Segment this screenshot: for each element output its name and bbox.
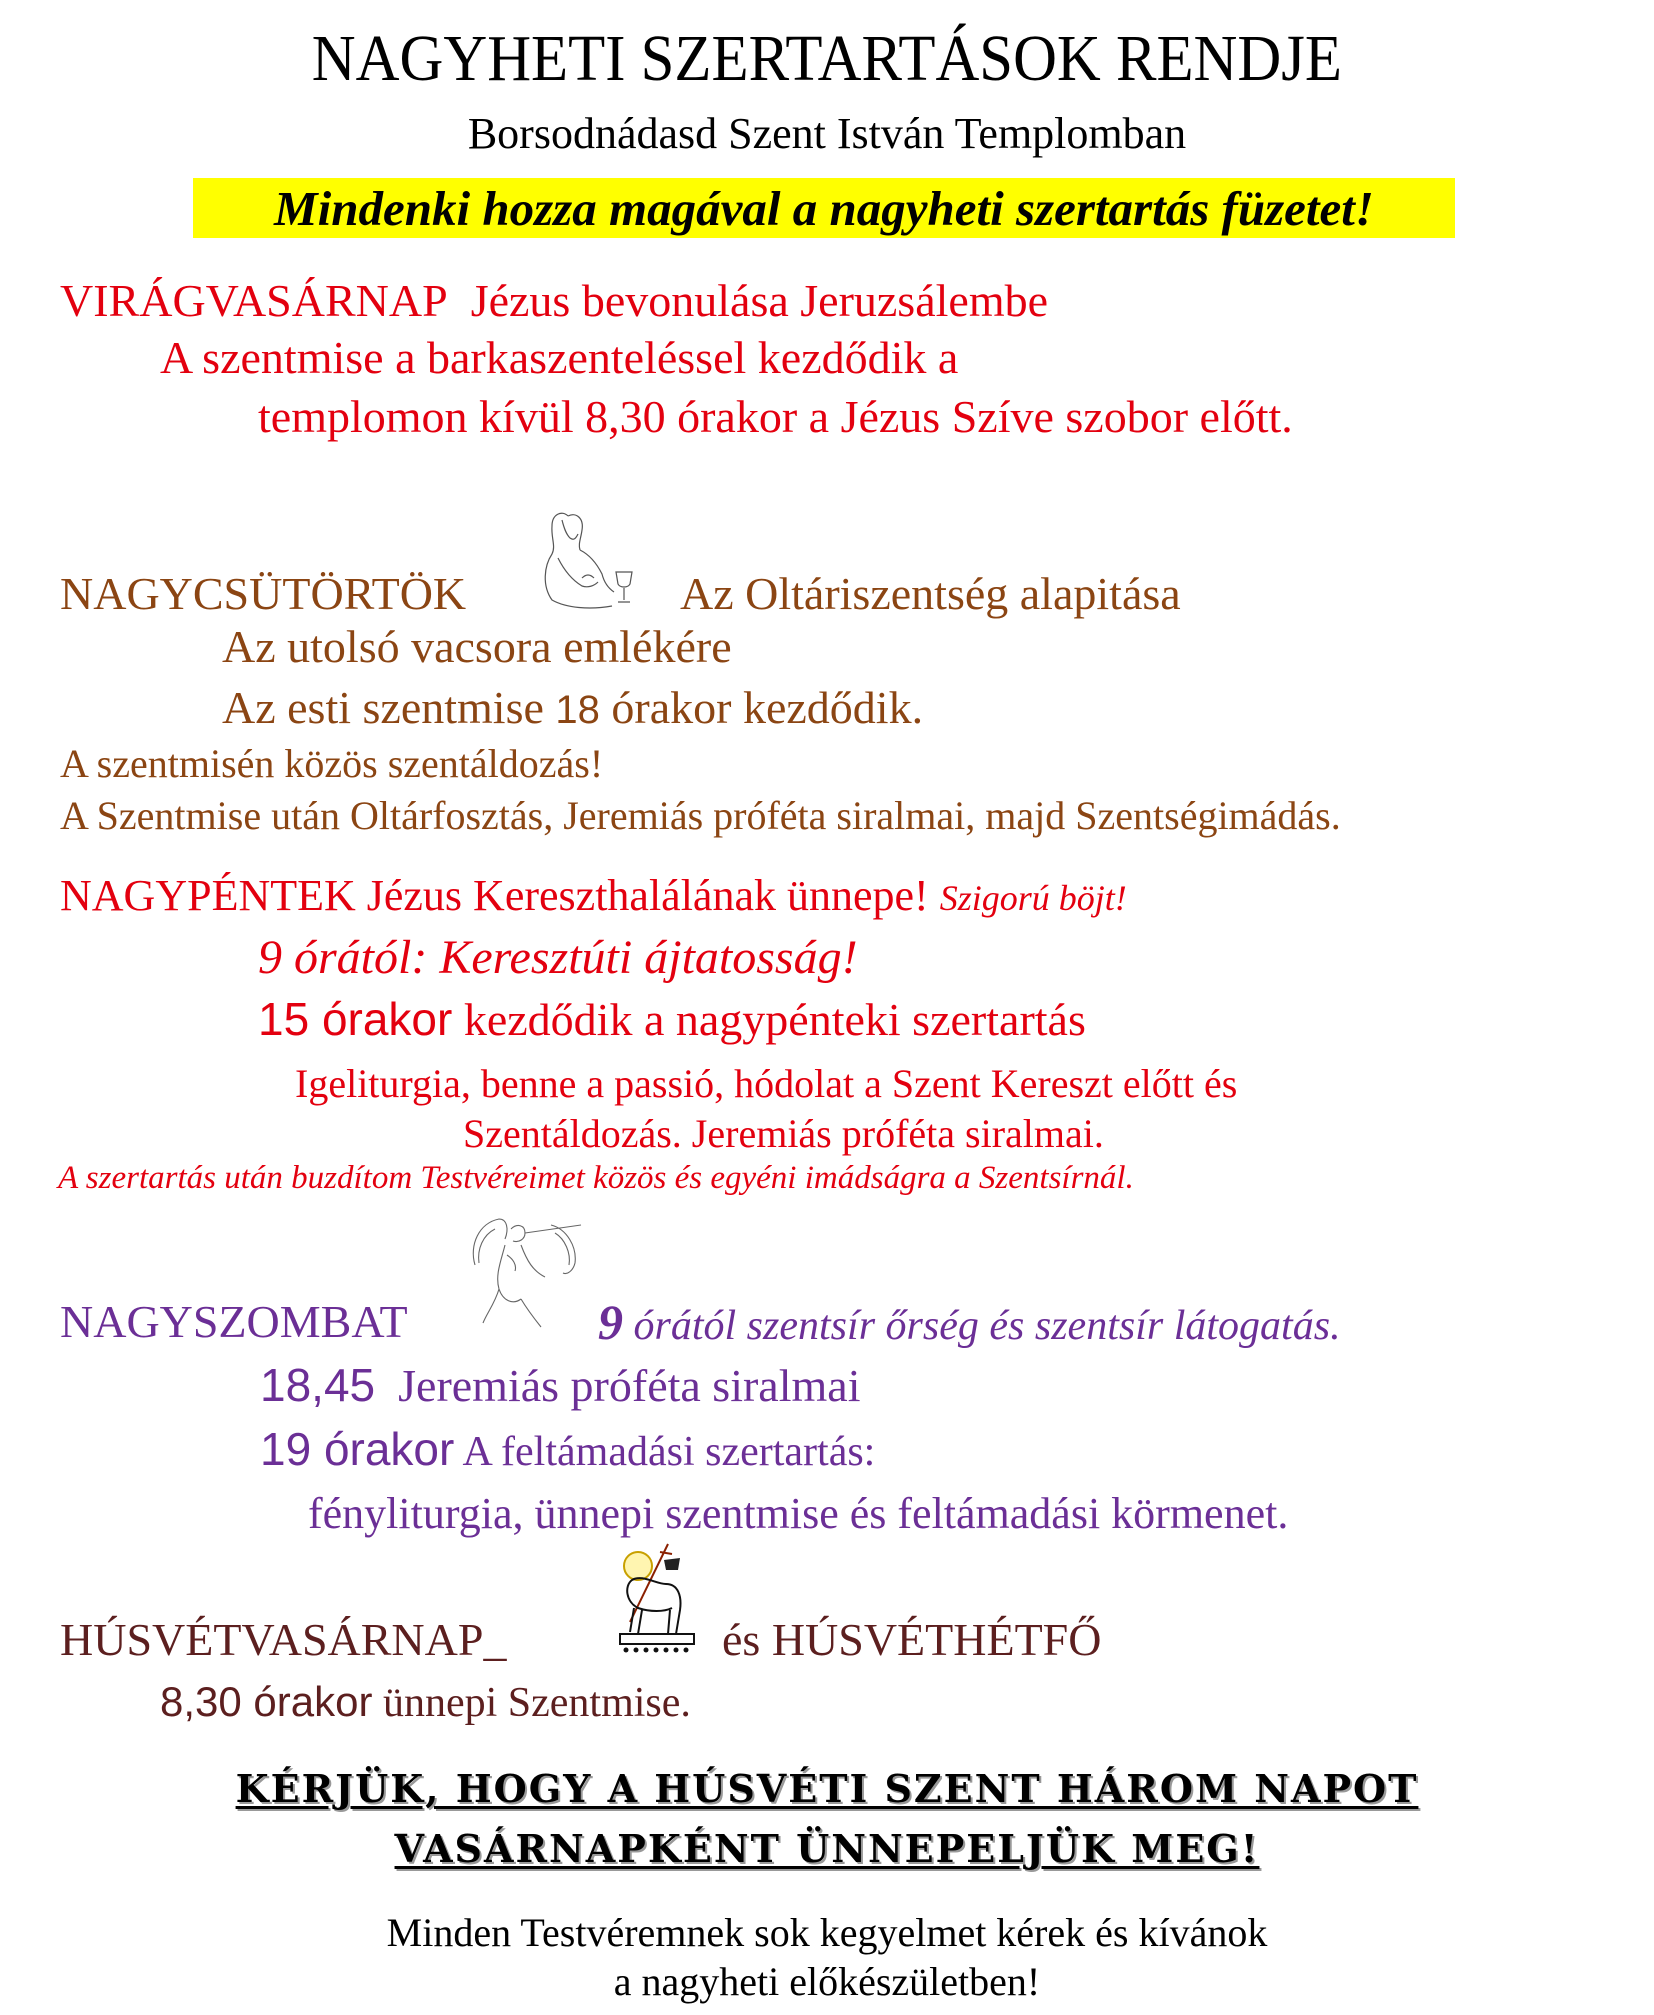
good-friday-title: NAGYPÉNTEK Jézus Kereszthalálának ünnepe!: [60, 871, 929, 920]
palm-sunday-subtitle: Jézus bevonulása Jeruzsálembe: [470, 275, 1049, 326]
appeal-line-2: VASÁRNAPKÉNT ÜNNEPELJÜK MEG!: [394, 1826, 1260, 1871]
mass-text: Az esti szentmise: [222, 682, 556, 733]
palm-sunday-heading: [60, 275, 1049, 326]
mass-time: 18: [555, 688, 600, 732]
vigil-line: [598, 1294, 1341, 1350]
page-subtitle: Borsodnádasd Szent István Templomban: [467, 109, 1187, 158]
mass-text-end: órakor kezdődik.: [599, 682, 924, 733]
lament-text: Jeremiás próféta siralmai: [375, 1360, 861, 1411]
rite-line: [260, 1423, 876, 1475]
vigil-time: 9: [598, 1294, 623, 1350]
wish-line-1: Minden Testvéremnek sok kegyelmet kérek és kívánok: [386, 1910, 1268, 1955]
good-friday-fast: Szigorú böjt!: [939, 878, 1127, 918]
way-of-cross: 9 órától: Keresztúti ájtatosság!: [258, 931, 858, 984]
maundy-thursday-line-2: [222, 682, 924, 733]
rite-text: A feltámadási szertartás:: [454, 1429, 876, 1475]
service-text: kezdődik a nagypénteki szertartás: [452, 994, 1086, 1045]
good-friday-line-1: Igeliturgia, benne a passió, hódolat a Szent Kereszt előtt és: [295, 1061, 1238, 1106]
service-time: 15 órakor: [258, 993, 453, 1045]
palm-sunday-line-1: A szentmise a barkaszenteléssel kezdődik a: [160, 332, 959, 383]
palm-sunday-line-2: templomon kívül 8,30 órakor a Jézus Szíve szobor előtt.: [258, 391, 1293, 442]
good-friday-note: A szertartás után buzdítom Testvéreimet közös és egyéni imádságra a Szentsírnál.: [58, 1160, 1134, 1196]
palm-sunday-day: VIRÁGVASÁRNAP: [60, 275, 448, 326]
easter-mass-time: 8,30 órakor: [160, 1678, 373, 1725]
easter-monday-day: és HÚSVÉTHÉTFŐ: [722, 1614, 1102, 1665]
vigil-text: órától szentsír őrség és szentsír látogatás.: [623, 1303, 1341, 1349]
lament-line: [260, 1359, 861, 1411]
wish-line-2: a nagyheti előkészületben!: [613, 1959, 1041, 2004]
lamb-of-god-drawing-icon: [612, 1540, 702, 1655]
maundy-thursday-line-3: A szentmisén közös szentáldozás!: [60, 741, 604, 786]
maundy-thursday-subtitle: Az Oltáriszentség alapitása: [680, 568, 1181, 619]
lament-time: 18,45: [260, 1359, 376, 1411]
easter-mass-text: ünnepi Szentmise.: [372, 1680, 691, 1726]
good-friday-line-2: Szentáldozás. Jeremiás próféta siralmai.: [463, 1111, 1104, 1156]
good-friday-service: [258, 993, 1086, 1045]
easter-sunday-day: HÚSVÉTVASÁRNAP_: [60, 1614, 507, 1665]
easter-mass-line: [160, 1678, 691, 1726]
maundy-thursday-day: NAGYCSÜTÖRTÖK: [60, 568, 467, 619]
maundy-thursday-line-1: Az utolsó vacsora emlékére: [222, 621, 732, 672]
booklet-notice: Mindenki hozza magával a nagyheti szertartás füzetet!: [274, 181, 1374, 236]
last-supper-drawing-icon: [538, 508, 653, 613]
rite-time: 19 órakor: [260, 1423, 455, 1475]
holy-saturday-day: NAGYSZOMBAT: [60, 1296, 408, 1347]
appeal-line-1: KÉRJÜK, HOGY A HÚSVÉTI SZENT HÁROM NAPOT: [235, 1766, 1419, 1811]
page-title-text: NAGYHETI SZERTARTÁSOK RENDJE: [311, 22, 1343, 95]
angel-trumpet-drawing-icon: [455, 1205, 585, 1335]
maundy-thursday-line-4: A Szentmise után Oltárfosztás, Jeremiás próféta siralmai, majd Szentségimádás.: [60, 793, 1341, 838]
good-friday-heading: [60, 871, 1127, 920]
rite-detail: fényliturgia, ünnepi szentmise és feltámadási körmenet.: [308, 1489, 1289, 1538]
page-title: [0, 22, 1654, 95]
